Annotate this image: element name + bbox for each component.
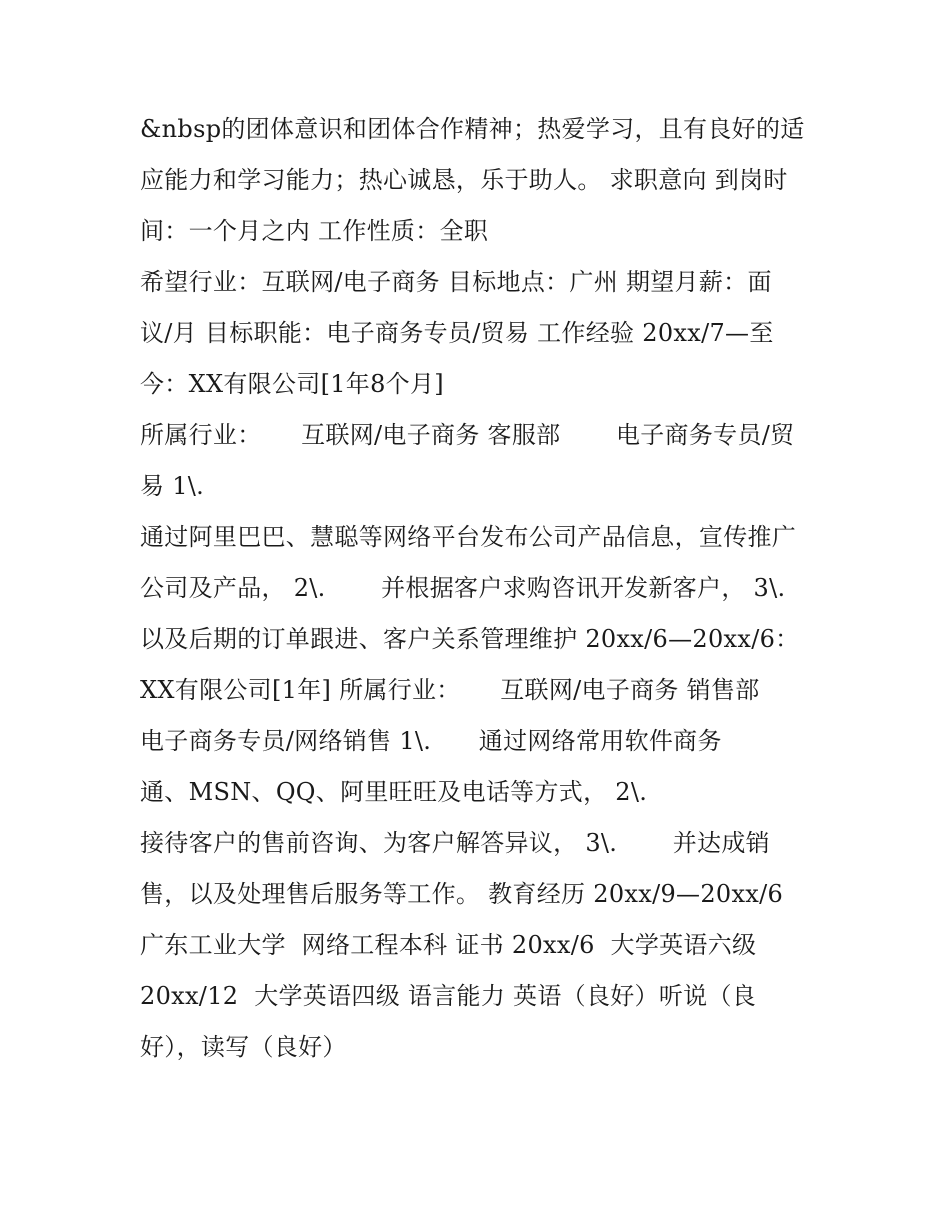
text-line: 通过阿里巴巴、慧聪等网络平台发布公司产品信息，宣传推广 — [140, 523, 797, 551]
text-line: 通、MSN、QQ、阿里旺旺及电话等方式， 2\. — [140, 778, 648, 806]
text-line: 接待客户的售前咨询、为客户解答异议， 3\. 并达成销 — [140, 829, 770, 857]
text-line: 希望行业：互联网/电子商务 目标地点：广州 期望月薪：面 — [140, 268, 772, 296]
document-body — [140, 109, 820, 1078]
text-line: 易 1\. — [140, 472, 205, 500]
text-line: 好），读写（良好） — [140, 1033, 347, 1061]
text-line: 20xx/12 大学英语四级 语言能力 英语（良好）听说（良 — [140, 982, 757, 1010]
text-line: 公司及产品， 2\. 并根据客户求购咨讯开发新客户， 3\. — [140, 574, 786, 602]
text-line: 今：XX有限公司[1年8个月] — [140, 370, 444, 398]
text-line: &nbsp的团体意识和团体合作精神；热爱学习，且有良好的适 — [140, 115, 805, 143]
text-line: 间：一个月之内 工作性质：全职 — [140, 217, 489, 245]
text-line: XX有限公司[1年] 所属行业： 互联网/电子商务 销售部 — [140, 676, 760, 704]
text-line: 售，以及处理售后服务等工作。 教育经历 20xx/9—20xx/6 — [140, 880, 784, 908]
text-line: 所属行业： 互联网/电子商务 客服部 电子商务专员/贸 — [140, 421, 795, 449]
text-line: 议/月 目标职能：电子商务专员/贸易 工作经验 20xx/7—至 — [140, 319, 774, 347]
text-line: 应能力和学习能力；热心诚恳，乐于助人。 求职意向 到岗时 — [140, 166, 788, 194]
text-line: 以及后期的订单跟进、客户关系管理维护 20xx/6—20xx/6： — [140, 625, 800, 653]
text-line: 广东工业大学 网络工程本科 证书 20xx/6 大学英语六级 — [140, 931, 757, 959]
text-line: 电子商务专员/网络销售 1\. 通过网络常用软件商务 — [140, 727, 722, 755]
